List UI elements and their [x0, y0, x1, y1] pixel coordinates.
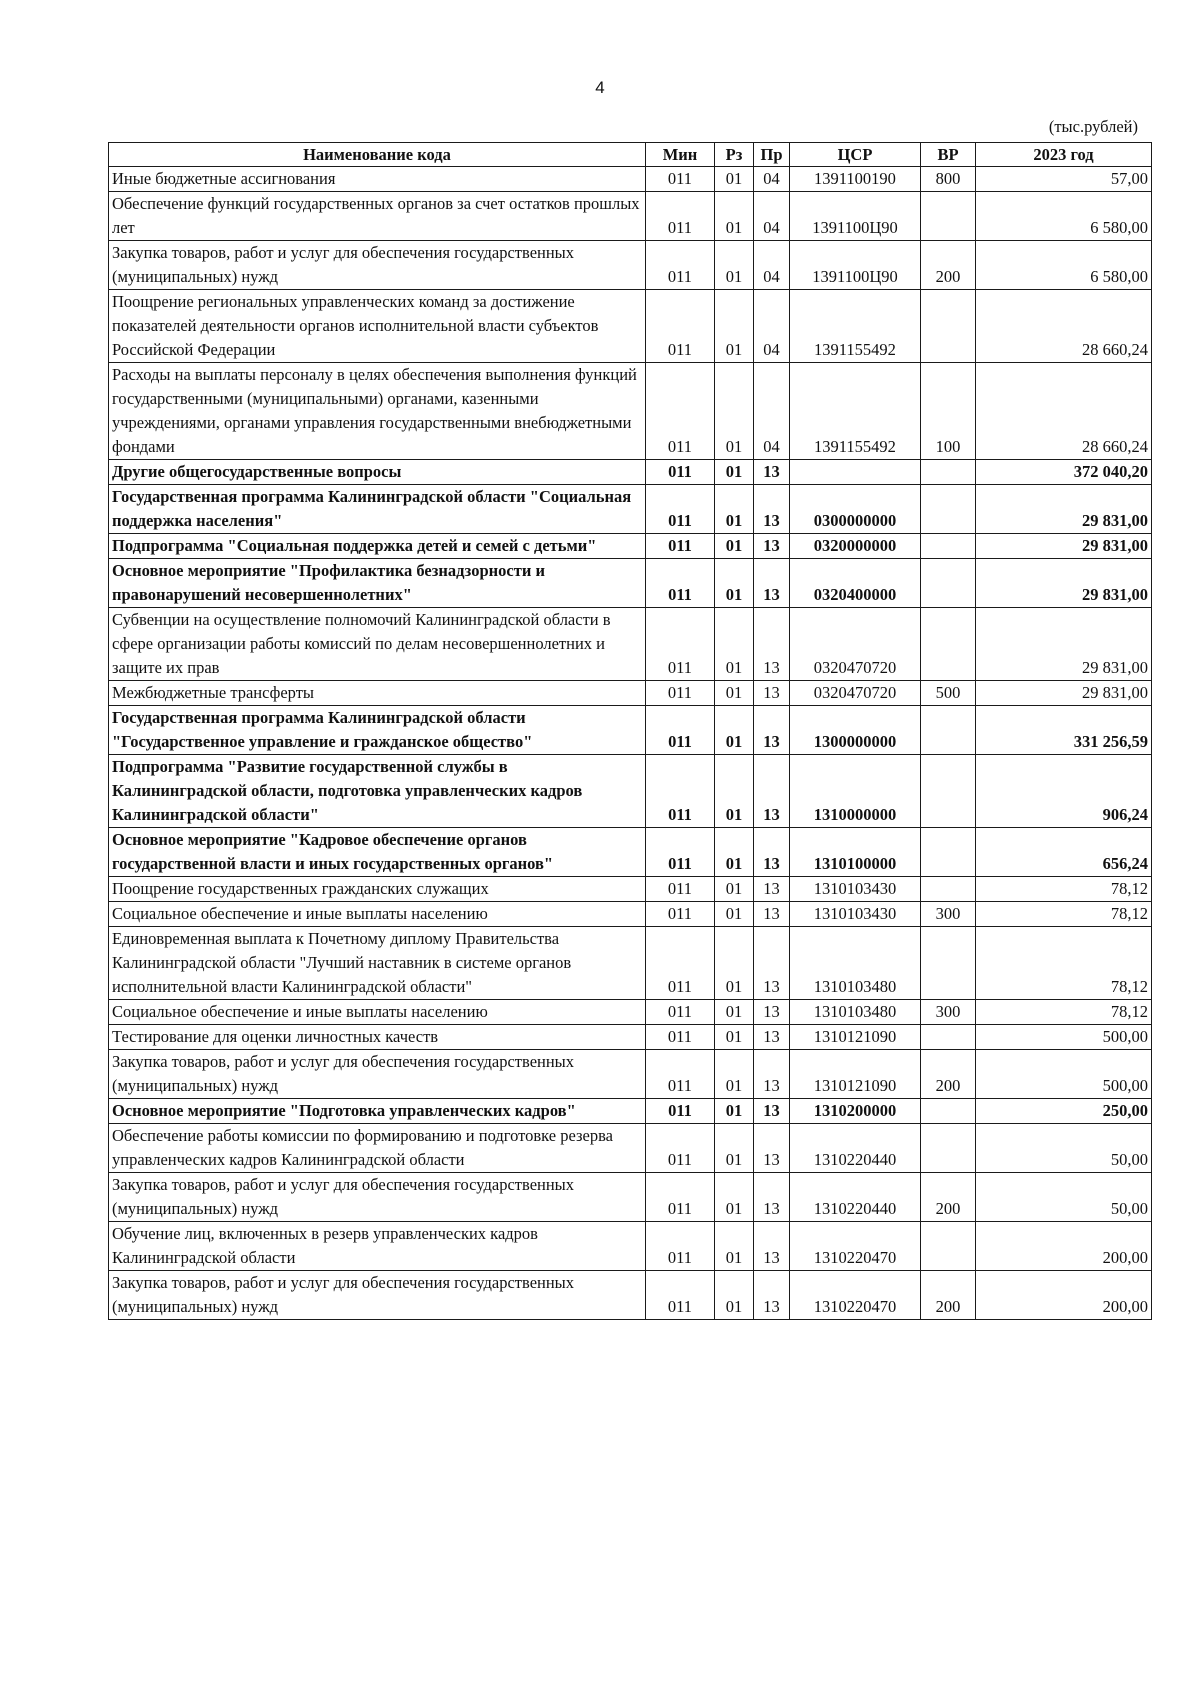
header-rz: Рз: [715, 143, 754, 167]
row-csr: 1391100190: [790, 167, 921, 192]
units-label: (тыс.рублей): [1048, 117, 1138, 136]
row-vr: 200: [921, 1050, 976, 1099]
row-pr: 13: [754, 460, 790, 485]
row-sum: 29 831,00: [976, 559, 1152, 608]
row-min: 011: [646, 1271, 715, 1320]
row-rz: 01: [715, 1025, 754, 1050]
row-name: Поощрение государственных гражданских служащих: [109, 877, 646, 902]
row-sum: 500,00: [976, 1050, 1152, 1099]
row-pr: 04: [754, 290, 790, 363]
row-vr: [921, 755, 976, 828]
row-rz: 01: [715, 1000, 754, 1025]
header-vr: ВР: [921, 143, 976, 167]
row-name: Социальное обеспечение и иные выплаты населению: [109, 902, 646, 927]
row-csr: 1391155492: [790, 290, 921, 363]
row-csr: [790, 460, 921, 485]
row-rz: 01: [715, 290, 754, 363]
row-csr: 1300000000: [790, 706, 921, 755]
row-vr: [921, 927, 976, 1000]
row-vr: [921, 192, 976, 241]
row-min: 011: [646, 241, 715, 290]
row-min: 011: [646, 608, 715, 681]
row-sum: 331 256,59: [976, 706, 1152, 755]
table-row: [109, 363, 1152, 460]
row-vr: [921, 1124, 976, 1173]
row-vr: 300: [921, 902, 976, 927]
table-row: [109, 559, 1152, 608]
row-vr: [921, 290, 976, 363]
row-sum: 656,24: [976, 828, 1152, 877]
row-name: Обучение лиц, включенных в резерв управленческих кадров Калининградской области: [109, 1222, 646, 1271]
row-sum: 372 040,20: [976, 460, 1152, 485]
row-rz: 01: [715, 460, 754, 485]
row-vr: [921, 460, 976, 485]
row-vr: [921, 828, 976, 877]
row-sum: 28 660,24: [976, 290, 1152, 363]
row-vr: 100: [921, 363, 976, 460]
row-pr: 13: [754, 927, 790, 1000]
row-name: Тестирование для оценки личностных качеств: [109, 1025, 646, 1050]
row-csr: 1310103480: [790, 927, 921, 1000]
row-min: 011: [646, 167, 715, 192]
row-pr: 13: [754, 1025, 790, 1050]
table-row: [109, 534, 1152, 559]
row-vr: [921, 534, 976, 559]
table-row: [109, 1124, 1152, 1173]
row-pr: 13: [754, 681, 790, 706]
row-name: Обеспечение работы комиссии по формированию и подготовке резерва управленческих кадров Калининградской области: [109, 1124, 646, 1173]
row-csr: 0320470720: [790, 681, 921, 706]
row-min: 011: [646, 1099, 715, 1124]
row-rz: 01: [715, 1050, 754, 1099]
row-csr: 1310220470: [790, 1271, 921, 1320]
row-name: Другие общегосударственные вопросы: [109, 460, 646, 485]
table-row: [109, 290, 1152, 363]
row-name: Иные бюджетные ассигнования: [109, 167, 646, 192]
table-row: [109, 927, 1152, 1000]
row-min: 011: [646, 927, 715, 1000]
row-pr: 13: [754, 706, 790, 755]
row-pr: 13: [754, 1000, 790, 1025]
row-pr: 13: [754, 877, 790, 902]
row-sum: 29 831,00: [976, 534, 1152, 559]
row-csr: 0300000000: [790, 485, 921, 534]
row-name: Основное мероприятие "Профилактика безнадзорности и правонарушений несовершеннолетних": [109, 559, 646, 608]
row-rz: 01: [715, 1124, 754, 1173]
row-csr: 1310103430: [790, 902, 921, 927]
row-sum: 78,12: [976, 1000, 1152, 1025]
row-name: Основное мероприятие "Кадровое обеспечение органов государственной власти и иных государственных органов": [109, 828, 646, 877]
row-name: Государственная программа Калининградской области "Государственное управление и гражданское общество": [109, 706, 646, 755]
row-csr: 1310121090: [790, 1025, 921, 1050]
row-pr: 13: [754, 485, 790, 534]
row-sum: 29 831,00: [976, 608, 1152, 681]
row-csr: 1310220440: [790, 1124, 921, 1173]
table-row: [109, 1271, 1152, 1320]
table-row: [109, 755, 1152, 828]
table-row: [109, 1000, 1152, 1025]
row-vr: 500: [921, 681, 976, 706]
row-rz: 01: [715, 192, 754, 241]
table-row: [109, 1173, 1152, 1222]
row-pr: 13: [754, 1222, 790, 1271]
table-row: [109, 1050, 1152, 1099]
row-vr: 300: [921, 1000, 976, 1025]
row-pr: 13: [754, 1173, 790, 1222]
row-min: 011: [646, 559, 715, 608]
row-csr: 1310103480: [790, 1000, 921, 1025]
row-csr: 1391100Ц90: [790, 192, 921, 241]
row-csr: 1310220440: [790, 1173, 921, 1222]
page-number: 4: [595, 78, 605, 97]
row-rz: 01: [715, 902, 754, 927]
table-row: [109, 706, 1152, 755]
row-vr: 200: [921, 1173, 976, 1222]
row-pr: 13: [754, 534, 790, 559]
row-vr: [921, 1099, 976, 1124]
row-rz: 01: [715, 706, 754, 755]
row-csr: 1391100Ц90: [790, 241, 921, 290]
row-pr: 13: [754, 1099, 790, 1124]
row-pr: 04: [754, 363, 790, 460]
row-pr: 13: [754, 1050, 790, 1099]
row-rz: 01: [715, 363, 754, 460]
row-vr: [921, 608, 976, 681]
row-vr: 800: [921, 167, 976, 192]
row-rz: 01: [715, 534, 754, 559]
row-vr: [921, 877, 976, 902]
row-min: 011: [646, 363, 715, 460]
row-min: 011: [646, 902, 715, 927]
table-row: [109, 877, 1152, 902]
row-rz: 01: [715, 559, 754, 608]
row-csr: 0320400000: [790, 559, 921, 608]
row-name: Основное мероприятие "Подготовка управленческих кадров": [109, 1099, 646, 1124]
table-row: [109, 192, 1152, 241]
row-csr: 1310200000: [790, 1099, 921, 1124]
row-csr: 1310220470: [790, 1222, 921, 1271]
row-rz: 01: [715, 167, 754, 192]
row-name: Межбюджетные трансферты: [109, 681, 646, 706]
row-sum: 78,12: [976, 902, 1152, 927]
header-name: Наименование кода: [109, 143, 646, 167]
row-name: Закупка товаров, работ и услуг для обеспечения государственных (муниципальных) нужд: [109, 1173, 646, 1222]
header-sum: 2023 год: [976, 143, 1152, 167]
row-sum: 29 831,00: [976, 681, 1152, 706]
row-sum: 50,00: [976, 1173, 1152, 1222]
row-name: Закупка товаров, работ и услуг для обеспечения государственных (муниципальных) нужд: [109, 1050, 646, 1099]
row-rz: 01: [715, 681, 754, 706]
row-csr: 1391155492: [790, 363, 921, 460]
row-name: Подпрограмма "Социальная поддержка детей и семей с детьми": [109, 534, 646, 559]
row-rz: 01: [715, 608, 754, 681]
row-pr: 13: [754, 1271, 790, 1320]
header-pr: Пр: [754, 143, 790, 167]
row-sum: 6 580,00: [976, 241, 1152, 290]
row-pr: 04: [754, 241, 790, 290]
header-csr: ЦСР: [790, 143, 921, 167]
row-pr: 13: [754, 559, 790, 608]
row-vr: 200: [921, 1271, 976, 1320]
row-rz: 01: [715, 1271, 754, 1320]
row-name: Закупка товаров, работ и услуг для обеспечения государственных (муниципальных) нужд: [109, 241, 646, 290]
row-sum: 57,00: [976, 167, 1152, 192]
row-name: Закупка товаров, работ и услуг для обеспечения государственных (муниципальных) нужд: [109, 1271, 646, 1320]
row-min: 011: [646, 1050, 715, 1099]
row-rz: 01: [715, 755, 754, 828]
table-row: [109, 681, 1152, 706]
row-pr: 13: [754, 755, 790, 828]
row-rz: 01: [715, 828, 754, 877]
row-pr: 04: [754, 192, 790, 241]
table-row: [109, 828, 1152, 877]
row-min: 011: [646, 1124, 715, 1173]
row-min: 011: [646, 290, 715, 363]
row-min: 011: [646, 460, 715, 485]
row-rz: 01: [715, 241, 754, 290]
row-sum: 50,00: [976, 1124, 1152, 1173]
row-name: Поощрение региональных управленческих команд за достижение показателей деятельности органов исполнительной власти субъектов Российской Федерации: [109, 290, 646, 363]
row-pr: 13: [754, 1124, 790, 1173]
row-sum: 6 580,00: [976, 192, 1152, 241]
row-name: Расходы на выплаты персоналу в целях обеспечения выполнения функций государственными (муниципальными) органами, казенными учреждениями, органами управления государственными внебюджетными фондами: [109, 363, 646, 460]
table-row: [109, 460, 1152, 485]
row-pr: 13: [754, 608, 790, 681]
row-name: Государственная программа Калининградской области "Социальная поддержка населения": [109, 485, 646, 534]
row-rz: 01: [715, 1222, 754, 1271]
row-name: Социальное обеспечение и иные выплаты населению: [109, 1000, 646, 1025]
table-row: [109, 485, 1152, 534]
row-rz: 01: [715, 877, 754, 902]
row-min: 011: [646, 1222, 715, 1271]
row-sum: 906,24: [976, 755, 1152, 828]
table-row: [109, 167, 1152, 192]
row-pr: 04: [754, 167, 790, 192]
row-pr: 13: [754, 902, 790, 927]
row-vr: [921, 485, 976, 534]
row-sum: 500,00: [976, 1025, 1152, 1050]
row-min: 011: [646, 534, 715, 559]
row-min: 011: [646, 1173, 715, 1222]
row-min: 011: [646, 828, 715, 877]
row-vr: [921, 1025, 976, 1050]
row-min: 011: [646, 755, 715, 828]
table-row: [109, 1222, 1152, 1271]
table-row: [109, 608, 1152, 681]
row-min: 011: [646, 1000, 715, 1025]
row-csr: 1310121090: [790, 1050, 921, 1099]
row-pr: 13: [754, 828, 790, 877]
table-row: [109, 1025, 1152, 1050]
table-header-row: [109, 143, 1152, 167]
row-name: Единовременная выплата к Почетному диплому Правительства Калининградской области "Лучший наставник в системе органов исполнительной власти Калининградской области": [109, 927, 646, 1000]
row-name: Обеспечение функций государственных органов за счет остатков прошлых лет: [109, 192, 646, 241]
row-name: Субвенции на осуществление полномочий Калининградской области в сфере организации работы комиссий по делам несовершеннолетних и защите их прав: [109, 608, 646, 681]
row-vr: [921, 1222, 976, 1271]
row-rz: 01: [715, 1099, 754, 1124]
row-csr: 0320000000: [790, 534, 921, 559]
row-rz: 01: [715, 1173, 754, 1222]
row-min: 011: [646, 1025, 715, 1050]
row-vr: 200: [921, 241, 976, 290]
row-sum: 28 660,24: [976, 363, 1152, 460]
row-min: 011: [646, 877, 715, 902]
header-min: Мин: [646, 143, 715, 167]
row-min: 011: [646, 706, 715, 755]
row-sum: 200,00: [976, 1222, 1152, 1271]
row-name: Подпрограмма "Развитие государственной службы в Калининградской области, подготовка управленческих кадров Калининградской области": [109, 755, 646, 828]
row-sum: 29 831,00: [976, 485, 1152, 534]
budget-table: [108, 142, 1152, 1320]
row-min: 011: [646, 192, 715, 241]
table-row: [109, 241, 1152, 290]
row-csr: 1310103430: [790, 877, 921, 902]
row-sum: 250,00: [976, 1099, 1152, 1124]
table-row: [109, 902, 1152, 927]
table-row: [109, 1099, 1152, 1124]
row-vr: [921, 706, 976, 755]
row-min: 011: [646, 485, 715, 534]
row-rz: 01: [715, 927, 754, 1000]
row-sum: 78,12: [976, 877, 1152, 902]
row-csr: 0320470720: [790, 608, 921, 681]
row-csr: 1310000000: [790, 755, 921, 828]
row-min: 011: [646, 681, 715, 706]
table-body: [109, 167, 1152, 1320]
row-sum: 200,00: [976, 1271, 1152, 1320]
row-sum: 78,12: [976, 927, 1152, 1000]
row-vr: [921, 559, 976, 608]
row-rz: 01: [715, 485, 754, 534]
row-csr: 1310100000: [790, 828, 921, 877]
